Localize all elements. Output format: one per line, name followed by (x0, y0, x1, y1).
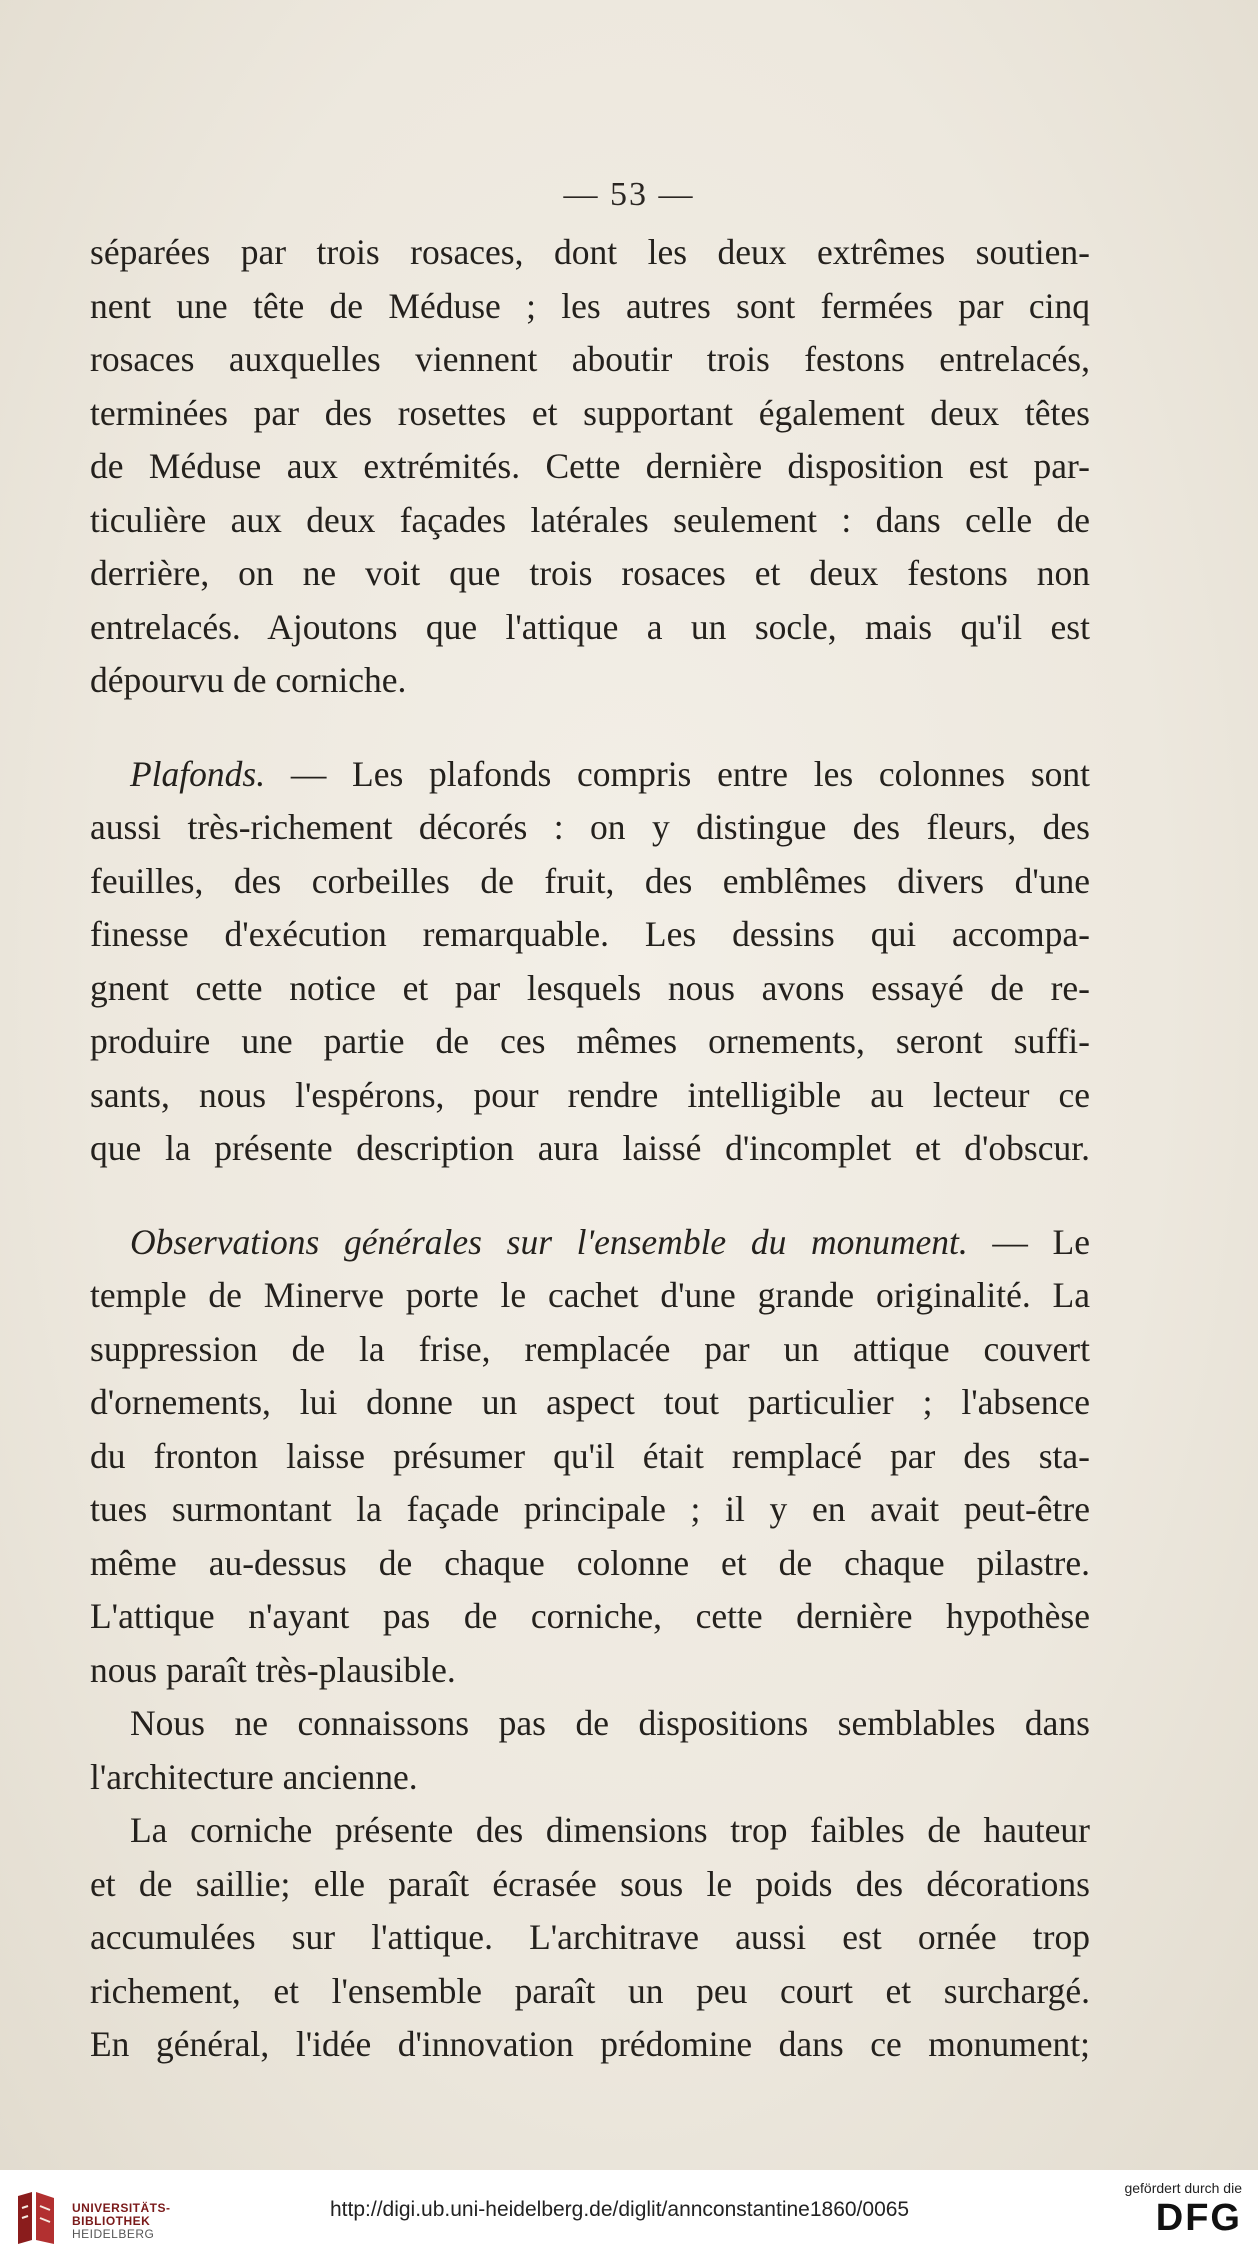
paragraph-4 (90, 1697, 1090, 1804)
text-line: dépourvu de corniche. (90, 660, 407, 700)
text-line: suppression de la frise, remplacée par un attique couvert (90, 1328, 1090, 1369)
text-line: nous paraît très-plausible. (90, 1649, 456, 1690)
text-line: du fronton laisse présumer qu'il était remplacé par des sta- (90, 1435, 1090, 1476)
text-line: et de saillie; elle paraît écrasée sous le poids des décorations (90, 1863, 1090, 1904)
text-line: que la présente description aura laissé d'incomplet et d'obscur. (90, 1128, 1090, 1168)
section-heading-observations: Observations générales sur l'ensemble du monument. (130, 1221, 968, 1262)
page-number: — 53 — (563, 176, 695, 213)
text-line: d'ornements, lui donne un aspect tout particulier ; l'absence (90, 1382, 1090, 1422)
text-line: terminées par des rosettes et supportant également deux têtes (90, 392, 1090, 433)
text-line: sants, nous l'espérons, pour rendre intelligible au lecteur ce (90, 1074, 1090, 1115)
library-name (72, 2202, 171, 2241)
text-fragment: — Les plafonds compris entre les colonnes sont (265, 753, 1090, 794)
text-line: feuilles, des corbeilles de fruit, des emblêmes divers d'une (90, 860, 1090, 901)
text-line: de Méduse aux extrémités. Cette dernière disposition est par- (90, 446, 1090, 486)
text-line: finesse d'exécution remarquable. Les dessins qui accompa- (90, 914, 1090, 954)
text-line: nent une tête de Méduse ; les autres sont fermées par cinq (90, 285, 1090, 326)
paragraph-5 (90, 1804, 1090, 2072)
digitization-footer (0, 2170, 1258, 2259)
funding-note: gefördert durch die (1124, 2180, 1242, 2196)
paragraph-1 (90, 226, 1090, 708)
source-url-link[interactable]: http://digi.ub.uni-heidelberg.de/diglit/annconstantine1860/0065 (330, 2198, 910, 2221)
text-line: aussi très-richement décorés : on y distingue des fleurs, des (90, 807, 1090, 847)
text-line: En général, l'idée d'innovation prédomine dans ce monument; (90, 2024, 1090, 2064)
text-line: temple de Minerve porte le cachet d'une grande originalité. La (90, 1275, 1090, 1315)
library-name-line: HEIDELBERG (72, 2227, 155, 2241)
library-name-line: UNIVERSITÄTS- (72, 2201, 171, 2215)
text-line-with-heading (90, 1216, 1090, 1270)
text-line: ticulière aux deux façades latérales seulement : dans celle de (90, 499, 1090, 540)
text-line: derrière, on ne voit que trois rosaces et deux festons non (90, 553, 1090, 593)
library-name-line: BIBLIOTHEK (72, 2214, 151, 2228)
library-seal-icon (12, 2188, 60, 2248)
library-logo[interactable] (12, 2188, 172, 2248)
text-line-with-heading (90, 748, 1090, 802)
text-line: richement, et l'ensemble paraît un peu court et surchargé. (90, 1970, 1090, 2011)
text-line: tues surmontant la façade principale ; il y en avait peut-être (90, 1489, 1090, 1529)
paragraph-plafonds (90, 748, 1090, 1176)
text-line: entrelacés. Ajoutons que l'attique a un socle, mais qu'il est (90, 606, 1090, 647)
text-line: Nous ne connaissons pas de dispositions semblables dans (130, 1703, 1090, 1743)
paragraph-observations (90, 1216, 1090, 1698)
text-line: l'architecture ancienne. (90, 1756, 418, 1797)
text-line: produire une partie de ces mêmes ornements, seront suffi- (90, 1021, 1090, 1061)
text-fragment: — Le (967, 1221, 1090, 1262)
body-text (90, 226, 1090, 2072)
text-line: La corniche présente des dimensions trop faibles de hauteur (130, 1810, 1090, 1850)
text-line: rosaces auxquelles viennent aboutir trois festons entrelacés, (90, 339, 1090, 379)
section-heading-plafonds: Plafonds. (130, 753, 266, 794)
text-line: accumulées sur l'attique. L'architrave aussi est ornée trop (90, 1917, 1090, 1957)
text-line: séparées par trois rosaces, dont les deux extrêmes soutien- (90, 232, 1090, 272)
text-line: même au-dessus de chaque colonne et de chaque pilastre. (90, 1542, 1090, 1583)
text-line: gnent cette notice et par lesquels nous avons essayé de re- (90, 967, 1090, 1008)
dfg-logo[interactable] (1102, 2180, 1242, 2250)
text-line: L'attique n'ayant pas de corniche, cette dernière hypothèse (90, 1596, 1090, 1636)
dfg-wordmark: DFG (1155, 2197, 1242, 2239)
